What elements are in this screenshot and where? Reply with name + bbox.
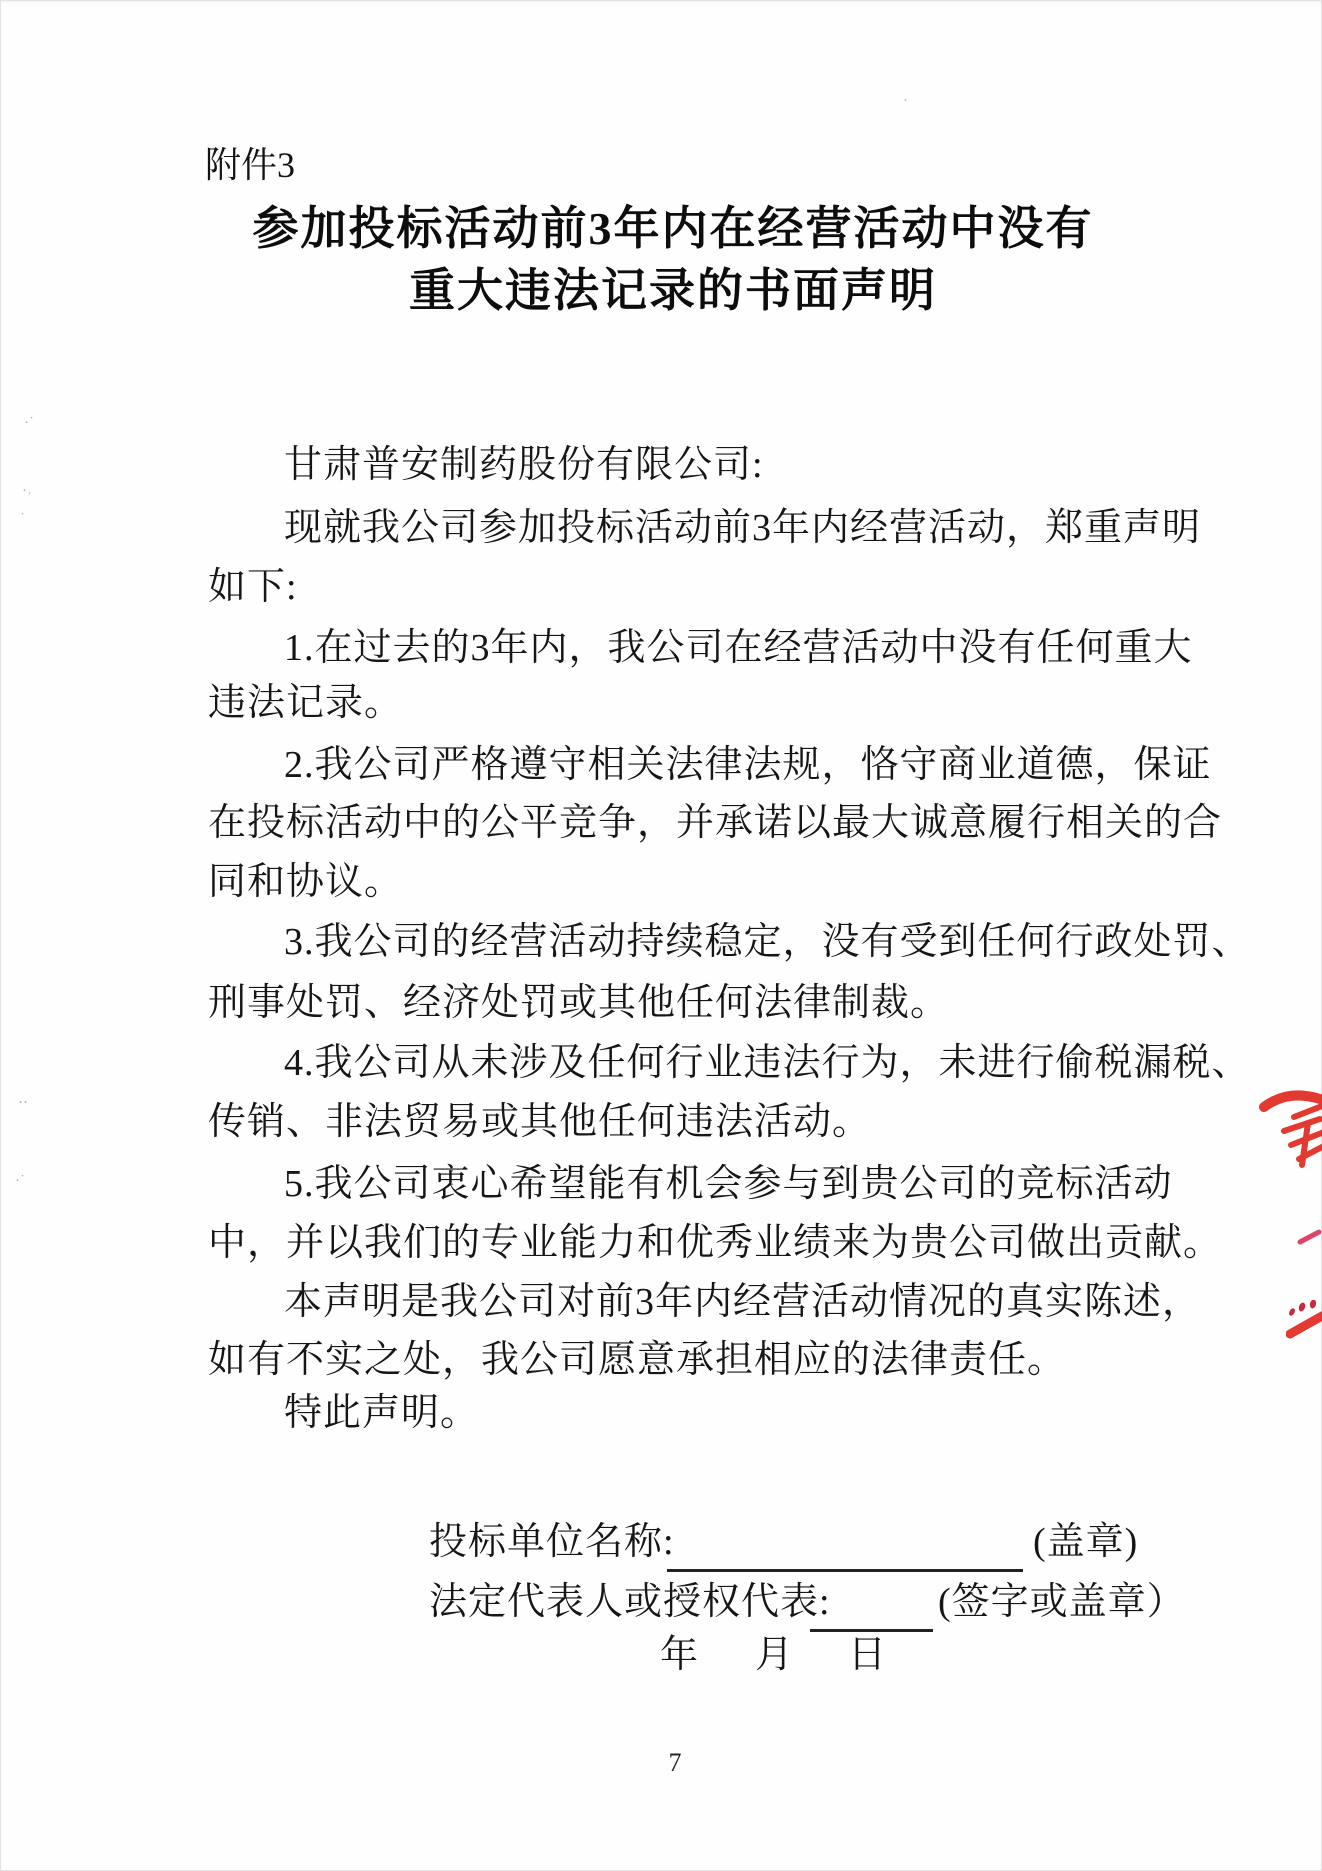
closing-line: 特此声明。 bbox=[284, 1392, 480, 1434]
addressee-line: 甘肃普安制药股份有限公司: bbox=[284, 444, 764, 486]
red-stamp-fragment-mark bbox=[1297, 1226, 1322, 1253]
body-line: 同和协议。 bbox=[208, 861, 404, 903]
attachment-label: 附件3 bbox=[205, 145, 296, 185]
page-number: 7 bbox=[668, 1748, 682, 1777]
legal-rep-sign-note: (签字或盖章） bbox=[938, 1581, 1186, 1623]
bidder-seal-note: (盖章) bbox=[1033, 1521, 1139, 1563]
body-line: 本声明是我公司对前3年内经营活动情况的真实陈述， bbox=[284, 1281, 1202, 1323]
title-line-1: 参加投标活动前3年内在经营活动中没有 bbox=[252, 203, 1094, 254]
body-line: 在投标活动中的公平竞争，并承诺以最大诚意履行相关的合 bbox=[208, 802, 1223, 844]
body-line: 传销、非法贸易或其他任何违法活动。 bbox=[208, 1101, 872, 1143]
body-line: 刑事处罚、经济处罚或其他任何法律制裁。 bbox=[208, 982, 950, 1024]
body-line: 5.我公司衷心希望能有机会参与到贵公司的竞标活动 bbox=[284, 1163, 1173, 1205]
date-day-label: 日 bbox=[848, 1634, 887, 1676]
document-title bbox=[208, 198, 1138, 322]
bidder-name-blank[interactable] bbox=[667, 1519, 1023, 1572]
legal-rep-label: 法定代表人或授权代表: bbox=[429, 1581, 831, 1623]
date-year-label: 年 bbox=[660, 1634, 699, 1676]
body-line: 中，并以我们的专业能力和优秀业绩来为贵公司做出贡献。 bbox=[208, 1222, 1223, 1264]
body-line: 4.我公司从未涉及任何行业违法行为，未进行偷税漏税、 bbox=[284, 1042, 1251, 1084]
legal-rep-row bbox=[429, 1573, 1229, 1631]
scan-artifact: ‥ bbox=[18, 1091, 29, 1107]
body-line: 现就我公司参加投标活动前3年内经营活动，郑重声明 bbox=[284, 507, 1202, 549]
body-line: 2.我公司严格遵守相关法律法规，恪守商业道德，保证 bbox=[284, 744, 1212, 786]
scan-artifact: · bbox=[903, 93, 908, 109]
legal-rep-blank[interactable] bbox=[810, 1579, 933, 1632]
scan-artifact: ·˙ bbox=[24, 415, 34, 431]
body-line: 如有不实之处，我公司愿意承担相应的法律责任。 bbox=[208, 1339, 1067, 1381]
body-line: 违法记录。 bbox=[208, 682, 404, 724]
date-row bbox=[0, 1626, 1322, 1684]
body-line: 如下: bbox=[208, 566, 298, 608]
title-line-2: 重大违法记录的书面声明 bbox=[409, 265, 937, 316]
bidder-name-label: 投标单位名称: bbox=[429, 1521, 675, 1563]
scan-artifact: ·˒ bbox=[22, 483, 32, 499]
bidder-name-row bbox=[429, 1513, 1229, 1571]
body-line: 1.在过去的3年内，我公司在经营活动中没有任何重大 bbox=[284, 627, 1193, 669]
body-line: 3.我公司的经营活动持续稳定，没有受到任何行政处罚、 bbox=[284, 921, 1251, 963]
date-month-label: 月 bbox=[755, 1634, 794, 1676]
scan-artifact: ˙ bbox=[20, 511, 25, 527]
scan-artifact: ·˙ bbox=[15, 1173, 25, 1189]
